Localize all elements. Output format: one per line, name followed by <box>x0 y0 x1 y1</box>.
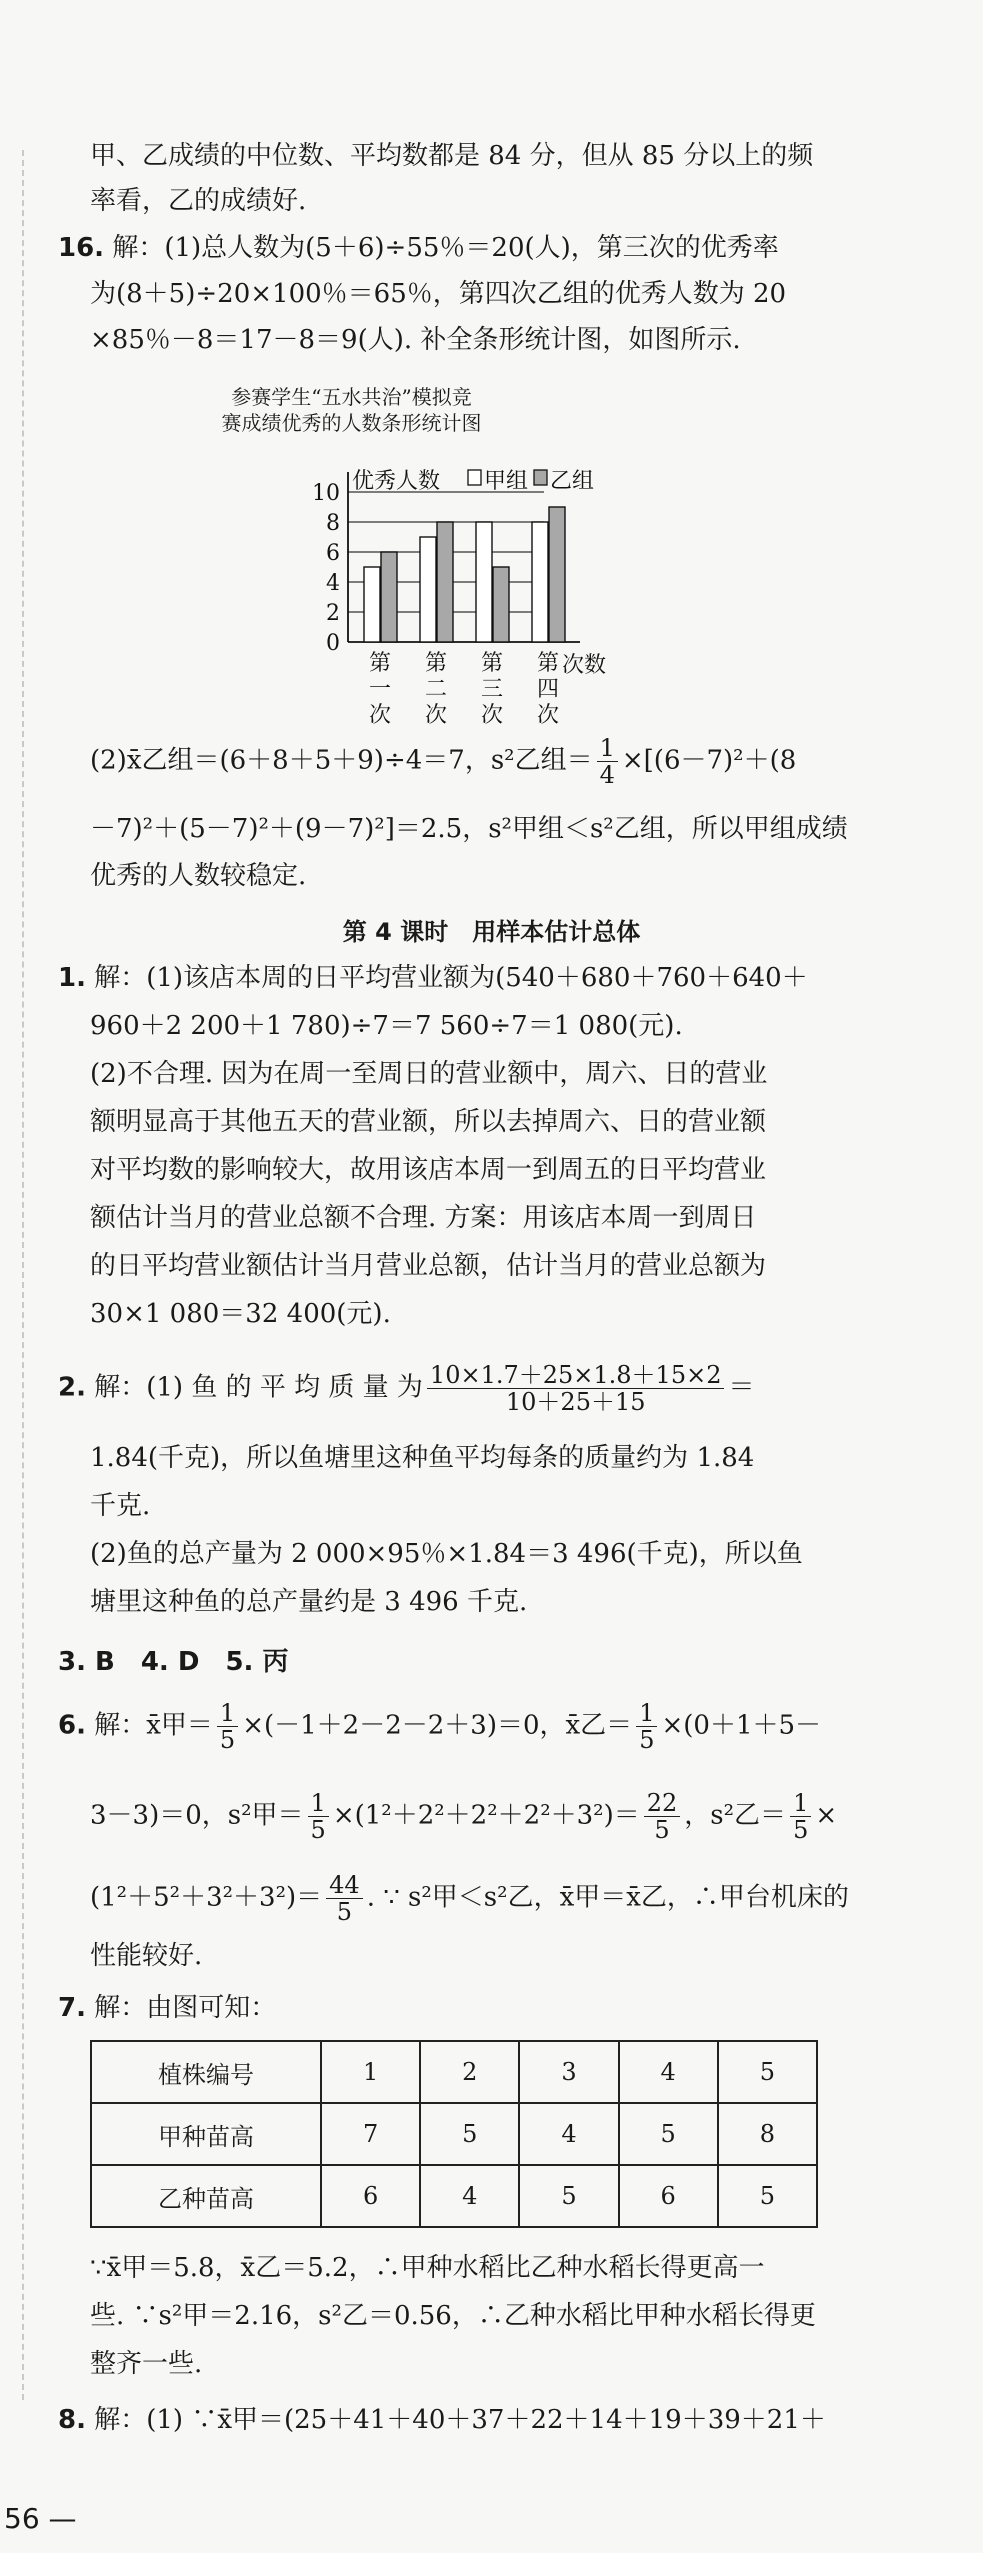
numerator: 1 <box>308 1790 329 1817</box>
y-tick-label: 8 <box>326 511 340 536</box>
question-number: 16. <box>58 233 105 263</box>
question-7 <box>58 1992 928 2024</box>
text-line: 性能较好. <box>90 1941 203 1971</box>
question-number: 2. <box>58 1372 86 1403</box>
fraction <box>326 1872 363 1925</box>
table-cell: 5 <box>420 2103 519 2165</box>
chart-title-line: 赛成绩优秀的人数条形统计图 <box>221 411 482 435</box>
question-number: 1. <box>58 963 86 993</box>
table-cell: 4 <box>619 2041 718 2103</box>
legend-swatch <box>468 470 481 485</box>
text-line: 解：由图可知： <box>94 1993 277 2023</box>
text-segment: ×(1²＋2²＋2²＋2²＋3²)＝ <box>332 1800 640 1831</box>
question-16 <box>58 232 928 264</box>
bar-yi <box>381 552 397 642</box>
fraction <box>217 1700 238 1753</box>
y-axis-label: 优秀人数 <box>352 469 441 494</box>
question-1 <box>58 962 928 994</box>
bar-yi <box>437 522 453 642</box>
numerator: 22 <box>644 1790 681 1817</box>
text-line <box>90 1872 960 1925</box>
x-tick-label: 次 <box>480 703 504 728</box>
x-tick-label: 二 <box>424 677 448 702</box>
x-tick-label: 第 <box>368 651 392 676</box>
text-line: 1.84(千克)，所以鱼塘里这种鱼平均每条的质量约为 1.84 <box>90 1443 755 1473</box>
numerator: 1 <box>636 1700 657 1727</box>
row-header-cell: 甲种苗高 <box>91 2103 321 2165</box>
text-line: (2)不合理. 因为在周一至周日的营业额中，周六、日的营业 <box>90 1059 768 1089</box>
y-tick-label: 2 <box>326 601 340 626</box>
question-number: 6. <box>58 1710 86 1741</box>
x-tick-label: 四 <box>536 677 560 702</box>
question-6 <box>58 1700 928 1753</box>
text-line: 30×1 080＝32 400(元). <box>90 1299 391 1329</box>
x-tick-label: 次 <box>424 703 448 728</box>
x-tick-label: 第 <box>480 651 504 676</box>
text-line: 解：(1)该店本周的日平均营业额为(540＋680＋760＋640＋ <box>94 963 808 993</box>
legend-label: 甲组 <box>484 469 529 494</box>
text-segment: . ∵ s²甲＜s²乙，x̄甲＝x̄乙，∴甲台机床的 <box>366 1882 849 1913</box>
y-tick-label: 0 <box>326 631 340 656</box>
row-header-cell: 植株编号 <box>91 2041 321 2103</box>
table-cell: 6 <box>321 2165 420 2227</box>
x-tick-label: 第 <box>424 651 448 676</box>
table-row <box>91 2103 817 2165</box>
denominator: 4 <box>599 761 615 789</box>
text-line: 解：(1) ∵x̄甲＝(25＋41＋40＋37＋22＋14＋19＋39＋21＋ <box>94 2405 826 2435</box>
table-cell: 1 <box>321 2041 420 2103</box>
table-cell: 4 <box>420 2165 519 2227</box>
bar-jia <box>532 522 548 642</box>
table-cell: 5 <box>718 2165 817 2227</box>
table-cell: 2 <box>420 2041 519 2103</box>
text-segment: 解：x̄甲＝ <box>94 1710 213 1741</box>
y-tick-label: 6 <box>326 541 340 566</box>
denominator: 5 <box>654 1816 670 1844</box>
text-segment: 3－3)＝0，s²甲＝ <box>90 1800 304 1831</box>
table-row <box>91 2165 817 2227</box>
bar-yi <box>493 567 509 642</box>
x-tick-label: 三 <box>480 677 504 702</box>
table-cell: 4 <box>519 2103 618 2165</box>
text-line <box>90 1790 960 1843</box>
legend-swatch <box>534 470 547 485</box>
text-segment: ，s²乙＝ <box>684 1800 787 1831</box>
numerator: 1 <box>597 735 618 762</box>
text-segment: ×(0＋1＋5－ <box>661 1710 822 1741</box>
x-tick-label: 一 <box>368 677 392 702</box>
y-tick-label: 10 <box>312 481 340 506</box>
text-line: 解：(1)总人数为(5＋6)÷55％＝20(人)，第三次的优秀率 <box>112 233 779 263</box>
x-tick-label: 次 <box>536 703 560 728</box>
numerator: 1 <box>217 1700 238 1727</box>
answers-3-5: 3. B 4. D 5. 丙 <box>58 1647 289 1677</box>
x-axis-label: 次数 <box>562 653 607 678</box>
numerator: 1 <box>790 1790 811 1817</box>
question-number: 7. <box>58 1993 86 2023</box>
chart-title-line: 参赛学生“五水共治”模拟竞 <box>231 385 472 409</box>
page-number: 56 — <box>4 2502 77 2535</box>
bar-jia <box>420 537 436 642</box>
text-line: 些. ∵s²甲＝2.16，s²乙＝0.56，∴乙种水稻比甲种水稻长得更 <box>90 2301 816 2331</box>
text-line: 额明显高于其他五天的营业额，所以去掉周六、日的营业额 <box>90 1107 767 1137</box>
row-header-cell: 乙种苗高 <box>91 2165 321 2227</box>
table-cell: 5 <box>619 2103 718 2165</box>
text-line: 960＋2 200＋1 780)÷7＝7 560÷7＝1 080(元). <box>90 1011 683 1041</box>
text-line: (2)鱼的总产量为 2 000×95％×1.84＝3 496(千克)，所以鱼 <box>90 1539 803 1569</box>
fraction <box>790 1790 811 1843</box>
table-cell: 8 <box>718 2103 817 2165</box>
text-segment: (2)x̄乙组＝(6＋8＋5＋9)÷4＝7，s²乙组＝ <box>90 745 593 776</box>
text-segment: (1²＋5²＋3²＋3²)＝ <box>90 1882 323 1913</box>
table-cell: 6 <box>619 2165 718 2227</box>
table-cell: 5 <box>519 2165 618 2227</box>
text-line: －7)²＋(5－7)²＋(9－7)²]＝2.5，s²甲组＜s²乙组，所以甲组成绩 <box>90 814 848 844</box>
fraction <box>644 1790 681 1843</box>
denominator: 5 <box>639 1726 655 1754</box>
text-segment: ＝ <box>728 1372 755 1403</box>
bar-jia <box>364 567 380 642</box>
table-row <box>91 2041 817 2103</box>
legend-label: 乙组 <box>550 469 595 494</box>
section-title: 第 4 课时 用样本估计总体 <box>342 918 641 946</box>
text-line: 解：(1) 鱼 的 平 均 质 量 为 <box>94 1372 423 1403</box>
numerator: 10×1.7＋25×1.8＋15×2 <box>427 1362 725 1389</box>
text-line: ∵x̄甲＝5.8，x̄乙＝5.2，∴甲种水稻比乙种水稻长得更高一 <box>90 2253 765 2283</box>
denominator: 5 <box>219 1726 236 1754</box>
text-line: 为(8＋5)÷20×100％＝65％，第四次乙组的优秀人数为 20 <box>90 279 787 309</box>
text-line: ×85％－8＝17－8＝9(人). 补全条形统计图，如图所示. <box>90 325 741 355</box>
bar-yi <box>549 507 565 642</box>
x-tick-label: 第 <box>536 651 560 676</box>
fraction <box>308 1790 329 1843</box>
bar-jia <box>476 522 492 642</box>
question-8 <box>58 2404 928 2436</box>
text-segment: × <box>815 1800 838 1831</box>
question-2 <box>58 1362 928 1415</box>
fraction <box>636 1700 657 1753</box>
text-line: 甲、乙成绩的中位数、平均数都是 84 分，但从 85 分以上的频 <box>90 141 814 171</box>
text-line: 塘里这种鱼的总产量约是 3 496 千克. <box>90 1587 528 1617</box>
table-cell: 7 <box>321 2103 420 2165</box>
denominator: 10＋25＋15 <box>505 1388 646 1416</box>
denominator: 5 <box>310 1816 326 1844</box>
denominator: 5 <box>793 1816 809 1844</box>
x-tick-label: 次 <box>368 703 392 728</box>
numerator: 44 <box>326 1872 363 1899</box>
table-cell: 3 <box>519 2041 618 2103</box>
text-segment: ×[(6－7)²＋(8 <box>621 745 797 776</box>
text-line: 整齐一些. <box>90 2349 203 2379</box>
text-line: 对平均数的影响较大，故用该店本周一到周五的日平均营业 <box>90 1155 767 1185</box>
y-tick-label: 4 <box>326 571 340 596</box>
text-line <box>90 735 960 788</box>
table-cell: 5 <box>718 2041 817 2103</box>
text-line: 千克. <box>90 1491 151 1521</box>
margin-guide <box>22 150 24 2400</box>
text-line: 的日平均营业额估计当月营业总额，估计当月的营业总额为 <box>90 1251 767 1281</box>
fraction <box>427 1362 725 1415</box>
text-line: 率看，乙的成绩好. <box>90 186 307 216</box>
denominator: 5 <box>336 1898 353 1926</box>
text-segment: ×(－1＋2－2－2＋3)＝0，x̄乙＝ <box>242 1710 633 1741</box>
text-line: 额估计当月的营业总额不合理. 方案：用该店本周一到周日 <box>90 1203 757 1233</box>
question-number: 8. <box>58 2405 86 2435</box>
text-line: 优秀的人数较稳定. <box>90 861 307 891</box>
fraction <box>597 735 618 788</box>
seedling-height-table <box>90 2040 818 2228</box>
